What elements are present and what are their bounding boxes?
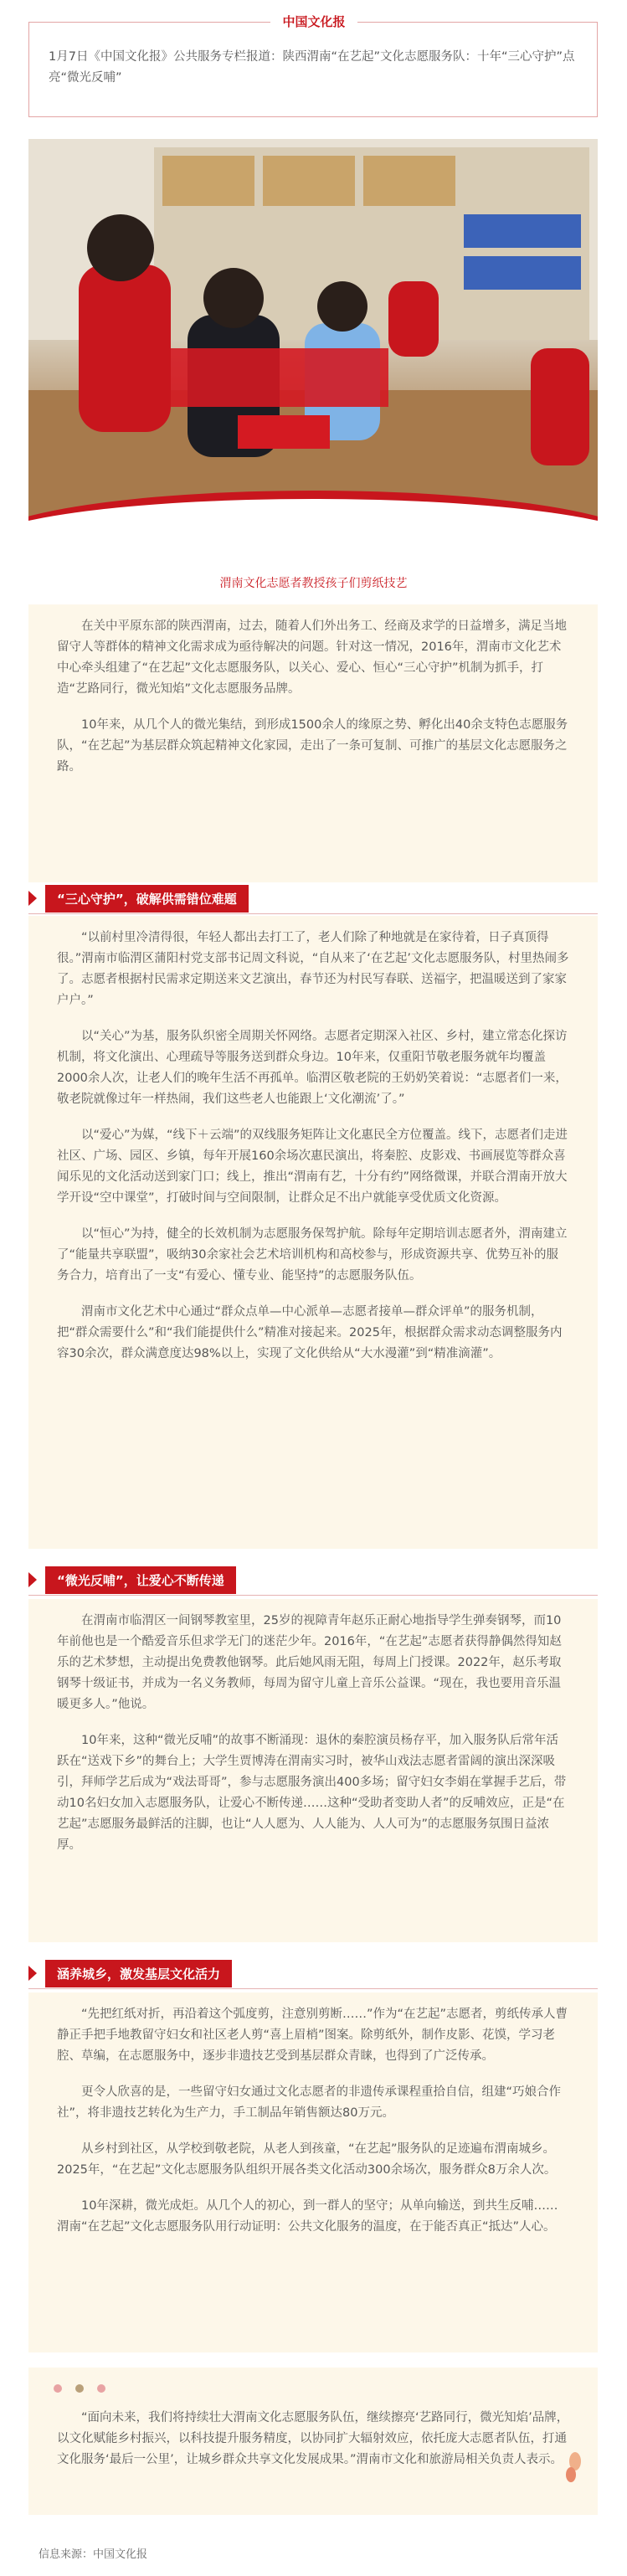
section-label: “微光反哺”，让爱心不断传递 — [45, 1566, 236, 1594]
section-2-panel — [28, 1599, 598, 1942]
photo-bottom-curve — [28, 491, 598, 566]
flower-leaf-icon — [564, 2451, 586, 2485]
section-paragraph: 以“关心”为基，服务队织密全周期关怀网络。志愿者定期深入社区、乡村，建立常态化探访机制，将文化演出、心理疏导等服务送到群众身边。10年来，仅重阳节敬老服务就年均覆盖2000余人次，让老人们的晚年生活不再孤单。临渭区敬老院的王奶奶笑着说：“志愿者们一来，敬老院就像过年一样热闹，我们这些老人也能跟上‘文化潮流’了。” — [57, 1030, 568, 1106]
section-divider — [28, 1988, 598, 1989]
intro-paragraph: 在关中平原东部的陕西渭南，过去，随着人们外出务工、经商及求学的日益增多，满足当地留守人等群体的精神文化需求成为亟待解决的问题。针对这一情况，2016年，渭南市文化艺术中心牵头组建了“在艺起”文化志愿服务队，以关心、爱心、恒心“三心守护”机制为抓手，打造“艺路同行，微光知焰”文化志愿服务品牌。 — [57, 620, 567, 696]
section-paragraph: “先把红纸对折，再沿着这个弧度剪，注意别剪断……”作为“在艺起”志愿者，剪纸传承人曹静正手把手地教留守妇女和社区老人剪“喜上眉梢”图案。除剪纸外，制作皮影、花馍，学习老腔、草编，在志愿服务中，逐步非遗技艺受到基层群众青睐，也得到了广泛传承。 — [57, 2008, 568, 2063]
intro-panel — [28, 604, 598, 882]
dot-icon — [75, 2384, 84, 2393]
header-intro: 1月7日《中国文化报》公共服务专栏报道：陕西渭南“在艺起”文化志愿服务队：十年“三心守护”点亮“微光反哺” — [49, 50, 575, 85]
section-title-1 — [28, 884, 249, 913]
section-title-2 — [28, 1566, 236, 1594]
section-3-panel — [28, 1992, 598, 2352]
section-divider — [28, 913, 598, 914]
triangle-marker-icon — [28, 1572, 37, 1587]
intro-paragraph: 10年来，从几个人的微光集结，到形成1500余人的缘原之势、孵化出40余支特色志愿服务队，“在艺起”为基层群众筑起精神文化家园，走出了一条可复制、可推广的基层文化志愿服务之路。 — [57, 718, 568, 774]
article-photo — [28, 139, 598, 566]
triangle-marker-icon — [28, 1966, 37, 1981]
section-paragraph: 渭南市文化艺术中心通过“群众点单—中心派单—志愿者接单—群众评单”的服务机制，把“群众需要什么”和“我们能提供什么”精准对接起来。2025年，根据群众需求动态调整服务内容30余次，群众满意度达98%以上，实现了文化供给从“大水漫灌”到“精准滴灌”。 — [57, 1305, 563, 1360]
decorative-dots — [54, 2384, 105, 2393]
dot-icon — [97, 2384, 105, 2393]
triangle-marker-icon — [28, 891, 37, 906]
section-divider — [28, 1595, 598, 1596]
section-paragraph: 更令人欣喜的是，一些留守妇女通过文化志愿者的非遗传承课程重拾自信，组建“巧娘合作社”，将非遗技艺转化为生产力，手工制品年销售额达80万元。 — [57, 2085, 562, 2120]
section-paragraph: “以前村里冷清得很，年轻人都出去打工了，老人们除了种地就是在家待着，日子真顶得很。”渭南市临渭区蒲阳村党支部书记周文科说，“自从来了‘在艺起’文化志愿服务队，村里热闹多了。志愿者根据村民需求定期送来文艺演出，春节还为村民写春联、送福字，把温暖送到了家家户户。” — [57, 931, 569, 1007]
section-label: 涵养城乡，激发基层文化活力 — [45, 1960, 232, 1987]
header-tag: 中国文化报 — [270, 12, 357, 32]
section-paragraph: 从乡村到社区，从学校到敬老院，从老人到孩童，“在艺起”服务队的足迹遍布渭南城乡。2025年，“在艺起”文化志愿服务队组织开展各类文化活动300余场次，服务群众8万余人次。 — [57, 2142, 557, 2177]
section-paragraph: 在渭南市临渭区一间钢琴教室里，25岁的视障青年赵乐正耐心地指导学生弹奏钢琴，而10年前他也是一个酷爱音乐但求学无门的迷茫少年。2016年，“在艺起”志愿者获得静偶然得知赵乐的艺术梦想，主动提出免费教他钢琴。此后她风雨无阻，每周上门授课。2022年，赵乐考取钢琴十级证书，并成为一名义务教师，每周为留守儿童上音乐公益课。“现在，我也要用音乐温暖更多人。”他说。 — [57, 1614, 562, 1711]
section-paragraph: 10年来，这种“微光反哺”的故事不断涌现：退休的秦腔演员杨存平，加入服务队后常年活跃在“送戏下乡”的舞台上；大学生贾博涛在渭南实习时，被华山戏法志愿者雷阔的演出深深吸引，拜师学艺后成为“戏法哥哥”，参与志愿服务演出400多场；留守妇女李娟在掌握手艺后，带动10名妇女加入志愿服务队，让爱心不断传递……这种“受助者变助人者”的反哺效应，正是“在艺起”志愿服务最鲜活的注脚，也让“人人愿为、人人能为、人人可为”的志愿服务氛围日益浓厚。 — [57, 1734, 567, 1852]
section-1-panel — [28, 916, 598, 1549]
dot-icon — [54, 2384, 62, 2393]
section-label: “三心守护”，破解供需错位难题 — [45, 885, 249, 913]
section-paragraph: 10年深耕，微光成炬。从几个人的初心，到一群人的坚守；从单向输送，到共生反哺……渭南“在艺起”文化志愿服务队用行动证明：公共文化服务的温度，在于能否真正“抵达”人心。 — [57, 2199, 558, 2234]
closing-paragraph: “面向未来，我们将持续壮大渭南文化志愿服务队伍，继续擦亮‘艺路同行，微光知焰’品牌，以文化赋能乡村振兴，以科技提升服务精度，以协同扩大辐射效应，依托庞大志愿者队伍，打通文化服务‘最后一公里’，让城乡群众共享文化发展成果。”渭南市文化和旅游局相关负责人表示。 — [57, 2411, 569, 2466]
source-line: 信息来源：中国文化报 — [39, 2548, 148, 2561]
section-title-3 — [28, 1959, 232, 1987]
section-paragraph: 以“爱心”为媒，“线下＋云端”的双线服务矩阵让文化惠民全方位覆盖。线下，志愿者们走进社区、广场、园区、乡镇，每年开展160余场次惠民演出，将秦腔、皮影戏、书画展览等群众喜闻乐见的文化活动送到家门口；线上，推出“渭南有艺，十分有约”网络微课，并联合渭南开放大学开设“空中课堂”，打破时间与空间限制，让群众足不出户就能享受优质文化资源。 — [57, 1129, 568, 1205]
section-paragraph: 以“恒心”为持，健全的长效机制为志愿服务保驾护航。除每年定期培训志愿者外，渭南建立了“能量共享联盟”，吸纳30余家社会艺术培训机构和高校参与，形成资源共享、优势互补的服务合力，培育出了一支“有爱心、懂专业、能坚持”的志愿服务队伍。 — [57, 1227, 568, 1283]
closing-panel — [28, 2368, 598, 2515]
photo-caption: 渭南文化志愿者教授孩子们剪纸技艺 — [219, 577, 408, 590]
